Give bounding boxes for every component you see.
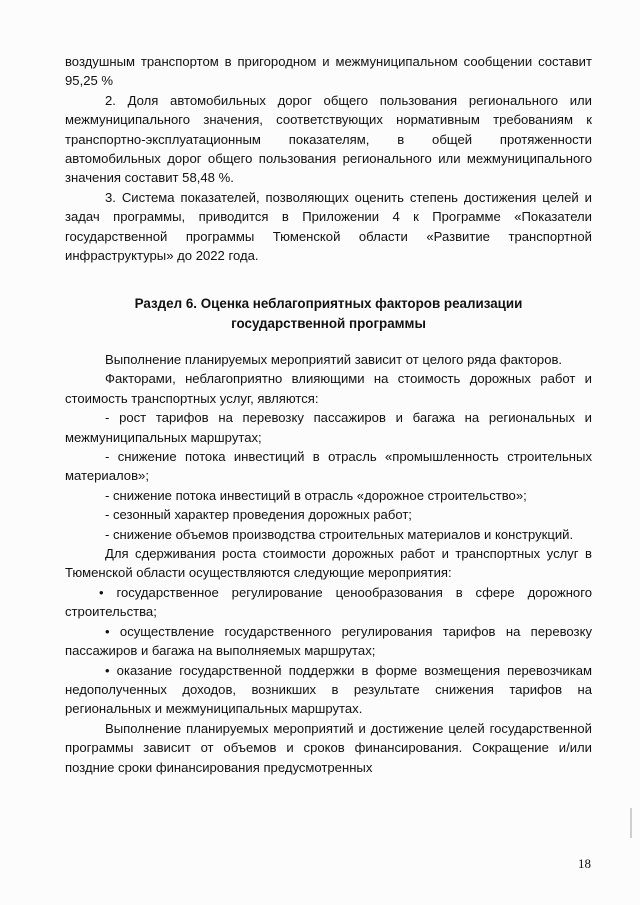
section-heading-line2: государственной программы xyxy=(231,315,426,331)
intro-section xyxy=(65,52,592,265)
paragraph-continuation: воздушным транспортом в пригородном и межмуниципальном сообщении составит 95,25 % xyxy=(65,54,592,89)
section-6-body xyxy=(65,350,592,777)
list-item-dash: - сезонный характер проведения дорожных работ; xyxy=(105,507,412,523)
section-heading-line1: Раздел 6. Оценка неблагоприятных факторов реализации xyxy=(134,296,523,311)
paragraph-indicator-2: 2. Доля автомобильных дорог общего пользования регионального или межмуниципального значения, соответствующих нормативным требованиям к транспортно-эксплуатационным показателям, в общей протяженности автомобильных дорог общего пользования регионального или межмуниципального значения составит 58,48 %. xyxy=(65,92,592,186)
paragraph: Факторами, неблагоприятно влияющими на стоимость дорожных работ и стоимость транспортных услуг, являются: xyxy=(65,371,592,406)
list-item-bullet: • осуществление государственного регулирования тарифов на перевозку пассажиров и багажа на выполняемых маршрутах; xyxy=(65,623,592,659)
list-item-dash: - снижение потока инвестиций в отрасль «промышленность строительных материалов»; xyxy=(65,449,592,484)
page-number: 18 xyxy=(578,856,591,871)
paragraph: Выполнение планируемых мероприятий зависит от целого ряда факторов. xyxy=(105,352,563,367)
section-heading xyxy=(65,294,592,333)
list-item-dash: - снижение объемов производства строительных материалов и конструкций. xyxy=(105,526,574,542)
list-item-bullet: • оказание государственной поддержки в форме возмещения перевозчикам недополученных доходов, возникших в результате снижения тарифов на региональных и межмуниципальных маршрутах. xyxy=(65,662,592,717)
paragraph-indicator-3: 3. Система показателей, позволяющих оценить степень достижения целей и задач программы, приводится в Приложении 4 к Программе «Показатели государственной программы Тюменской области «Развитие транспортной инфраструктуры» до 2022 года. xyxy=(65,189,592,264)
paragraph: Для сдерживания роста стоимости дорожных работ и транспортных услуг в Тюменской области осуществляются следующие мероприятия: xyxy=(65,546,592,581)
list-item-dash: - снижение потока инвестиций в отрасль «дорожное строительство»; xyxy=(105,487,527,503)
paragraph: Выполнение планируемых мероприятий и достижение целей государственной программы зависит от объемов и сроков финансирования. Сокращение и/или поздние сроки финансирования предусмотренных xyxy=(65,720,592,775)
list-item-bullet: • государственное регулирование ценообразования в сфере дорожного строительства; xyxy=(65,584,592,620)
list-item-dash: - рост тарифов на перевозку пассажиров и багажа на региональных и межмуниципальных маршрутах; xyxy=(65,410,592,445)
scan-edge-mark xyxy=(630,808,632,838)
